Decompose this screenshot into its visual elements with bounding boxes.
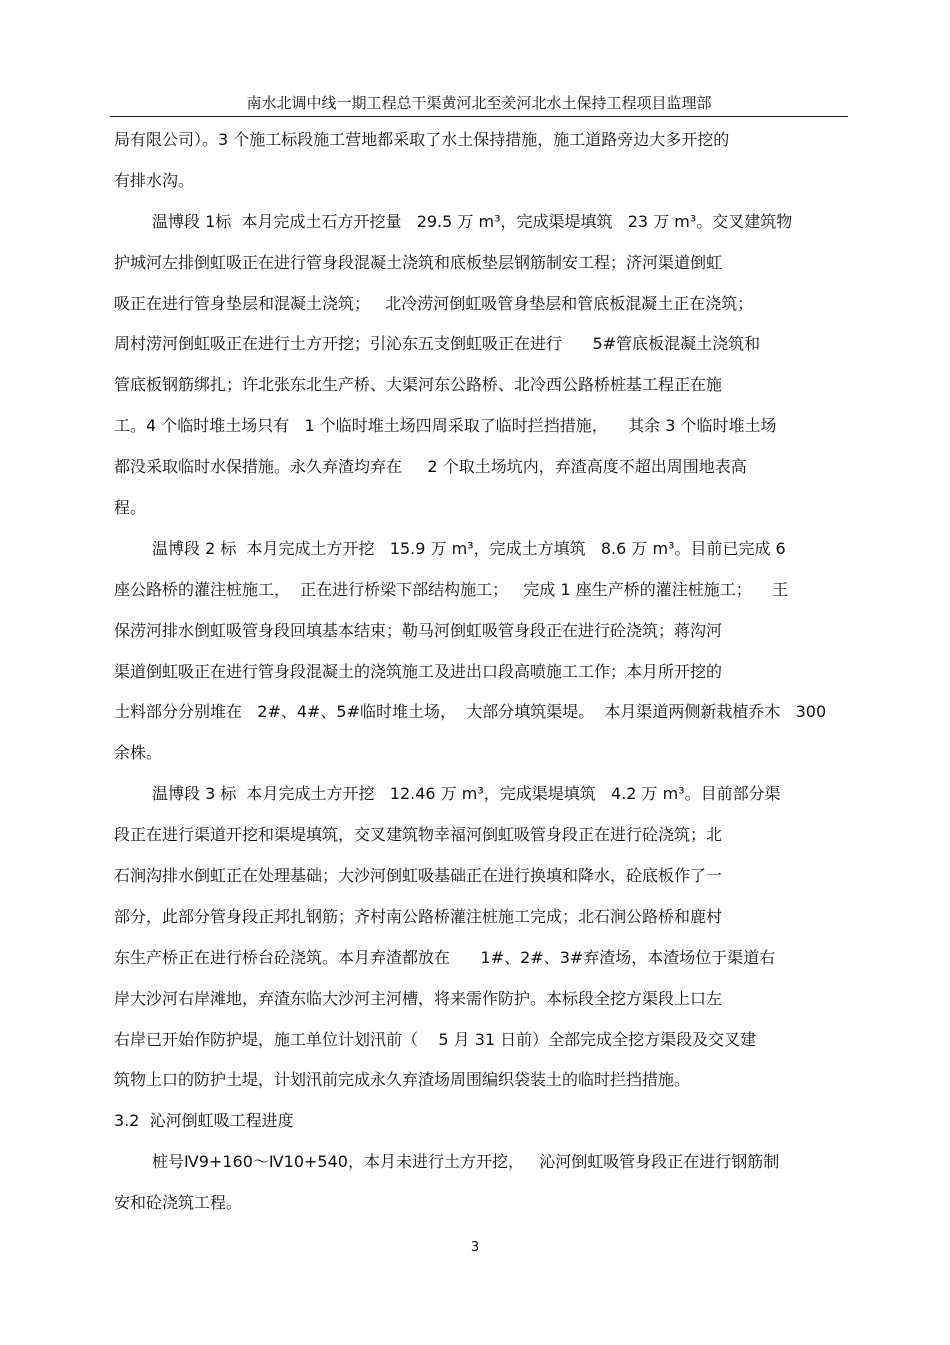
text-line: 有排水沟。: [114, 170, 195, 190]
text-line: 筑物上口的防护土堤，计划汛前完成永久弃渣场周围编织袋装土的临时拦挡措施。: [114, 1070, 691, 1090]
text-line: 局有限公司）。3 个施工标段施工营地都采取了水土保持措施，施工道路旁边大多开挖的: [114, 130, 730, 149]
text-line: 温博段 2 标 本月完成土方开挖 15.9 万 m³，完成土方填筑 8.6 万 m³。目前已完成 6: [152, 538, 786, 558]
text-line: 周村涝河倒虹吸正在进行土方开挖；引沁东五支倒虹吸正在进行 5#管底板混凝土浇筑和: [114, 334, 761, 354]
text-line: 吸正在进行管身垫层和混凝土浇筑； 北冷涝河倒虹吸管身垫层和管底板混凝土正在浇筑；: [114, 293, 754, 313]
text-line: 3.2 沁河倒虹吸工程进度: [114, 1111, 294, 1131]
text-line: 温博段 3 标 本月完成土方开挖 12.46 万 m³，完成渠堤填筑 4.2 万 m³。目前部分渠: [152, 784, 781, 804]
document-body: [114, 120, 852, 1224]
text-line: 都没采取临时水保措施。永久弃渣均弃在 2 个取土场坑内，弃渣高度不超出周围地表高: [114, 457, 747, 477]
text-line: 石涧沟排水倒虹正在处理基础；大沙河倒虹吸基础正在进行换填和降水，砼底板作了一: [114, 866, 723, 886]
text-line: 温博段 1标 本月完成土石方开挖量 29.5 万 m³，完成渠堤填筑 23 万 m³。交叉建筑物: [152, 211, 793, 231]
text-line: 部分，此部分管身段正邦扎钢筋；齐村南公路桥灌注桩施工完成；北石涧公路桥和鹿村: [114, 906, 723, 926]
text-line: 安和砼浇筑工程。: [114, 1193, 243, 1213]
text-line: 东生产桥正在进行桥台砼浇筑。本月弃渣都放在 1#、2#、3#弃渣场，本渣场位于渠道右: [114, 947, 776, 967]
text-line: 管底板钢筋绑扎；许北张东北生产桥、大渠河东公路桥、北冷西公路桥桩基工程正在施: [114, 375, 723, 395]
text-line: 余株。: [114, 743, 163, 763]
text-line: 岸大沙河右岸滩地，弃渣东临大沙河主河槽，将来需作防护。本标段全挖方渠段上口左: [114, 988, 723, 1008]
page-number: 3: [470, 1240, 480, 1255]
text-line: 程。: [114, 498, 147, 518]
text-line: 土料部分分别堆在 2#、4#、5#临时堆土场， 大部分填筑渠堤。 本月渠道两侧新栽植乔木 300: [114, 702, 827, 722]
text-line: 右岸已开始作防护堤，施工单位计划汛前（ 5 月 31 日前）全部完成全挖方渠段及交叉建: [114, 1029, 757, 1049]
text-line: 工。4 个临时堆土场只有 1 个临时堆土场四周采取了临时拦挡措施， 其余 3 个临时堆土场: [114, 416, 777, 436]
text-line: 渠道倒虹吸正在进行管身段混凝土的浇筑施工及进出口段高喷施工工作；本月所开挖的: [114, 661, 723, 681]
text-line: 段正在进行渠道开挖和渠堤填筑，交叉建筑物幸福河倒虹吸管身段正在进行砼浇筑；北: [114, 825, 723, 845]
text-line: 桩号Ⅳ9+160～Ⅳ10+540，本月未进行土方开挖， 沁河倒虹吸管身段正在进行钢筋制: [152, 1152, 780, 1172]
running-header: 南水北调中线一期工程总干渠黄河北至羑河北水土保持工程项目监理部: [110, 90, 848, 117]
text-line: 保涝河排水倒虹吸管身段回填基本结束；勒马河倒虹吸管身段正在进行砼浇筑；蒋沟河: [114, 620, 723, 640]
text-line: 座公路桥的灌注桩施工， 正在进行桥梁下部结构施工； 完成 1 座生产桥的灌注桩施工； 王: [114, 579, 789, 599]
text-line: 护城河左排倒虹吸正在进行管身段混凝土浇筑和底板垫层钢筋制安工程；济河渠道倒虹: [114, 252, 723, 272]
